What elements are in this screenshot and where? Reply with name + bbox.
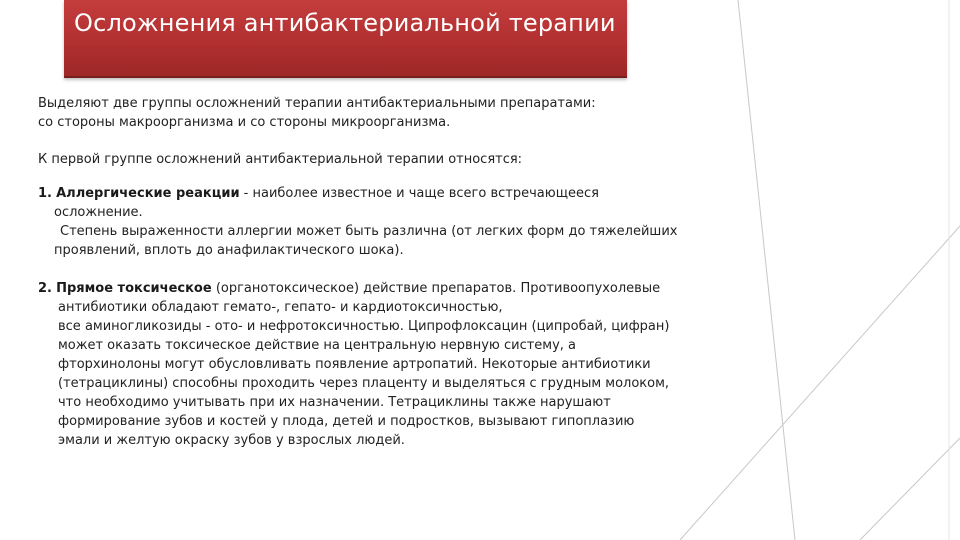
list-item-toxic xyxy=(38,279,738,450)
item1-text-line3: Степень выраженности аллергии может быть различна (от легких форм до тяжелейших xyxy=(60,224,678,239)
slide-title: Осложнения антибактериальной терапии xyxy=(74,9,616,37)
intro-line-1: Выделяют две группы осложнений терапии антибактериальными препаратами: xyxy=(38,96,596,111)
group-heading: К первой группе осложнений антибактериальной терапии относятся: xyxy=(38,152,523,167)
item2-line2: антибиотики обладают гемато-, гепато- и кардиотоксичностью, xyxy=(58,300,503,315)
item2-number: 2. xyxy=(38,281,52,296)
slide-body xyxy=(38,94,738,450)
item1-number: 1. xyxy=(38,186,52,201)
title-banner xyxy=(64,0,627,78)
item1-bold-term: Аллергические реакции xyxy=(56,186,240,201)
deco-line-vertical xyxy=(738,0,795,540)
item2-line8: формирование зубов и костей у плода, детей и подростков, вызывают гипоплазию xyxy=(58,414,635,429)
item2-line5: фторхинолоны могут обусловливать появление артропатий. Некоторые антибиотики xyxy=(58,357,651,372)
item2-line1: (органотоксическое) действие препаратов. Противоопухолевые xyxy=(211,281,661,296)
item1-text-line2: осложнение. xyxy=(54,205,143,220)
list-item-allergic xyxy=(38,184,738,260)
item1-text-line1: - наиболее известное и чаще всего встречающееся xyxy=(239,186,599,201)
item2-bold-term: Прямое токсическое xyxy=(56,281,212,296)
deco-line-diagonal-lower xyxy=(860,438,960,540)
item2-line6: (тетрациклины) способны проходить через плаценту и выделяться с грудным молоком, xyxy=(58,376,670,391)
item2-line9: эмали и желтую окраску зубов у взрослых людей. xyxy=(58,433,405,448)
item2-line4: может оказать токсическое действие на центральную нервную систему, а xyxy=(58,338,577,353)
intro-line-2: со стороны макроорганизма и со стороны микроорганизма. xyxy=(38,115,451,130)
item1-text-line4: проявлений, вплоть до анафилактического шока). xyxy=(54,243,404,258)
item2-line7: что необходимо учитывать при их назначении. Тетрациклины также нарушают xyxy=(58,395,611,410)
item2-line3: все аминогликозиды - ото- и нефротоксичностью. Ципрофлоксацин (ципробай, цифран) xyxy=(58,319,670,334)
